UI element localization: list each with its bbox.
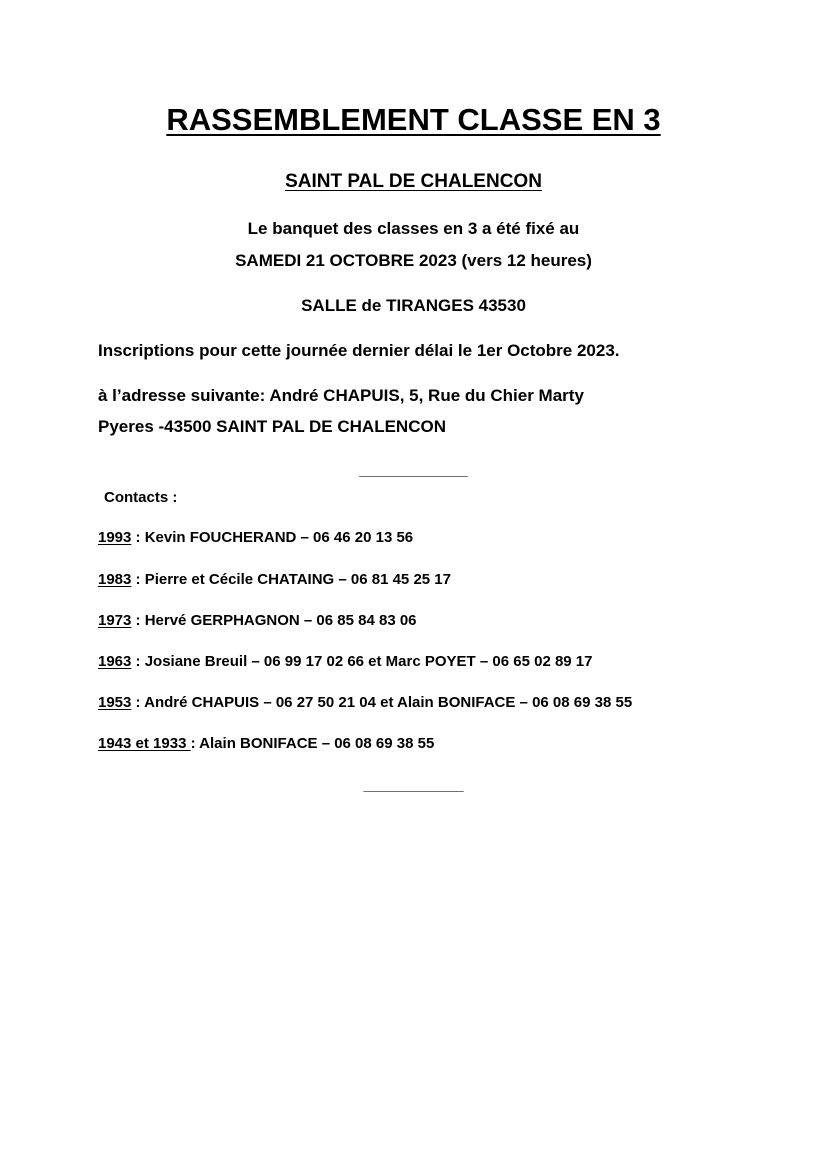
contact-details: : Josiane Breuil – 06 99 17 02 66 et Marc POYET – 06 65 02 89 17 bbox=[131, 653, 593, 670]
contact-details: : Pierre et Cécile CHATAING – 06 81 45 25 17 bbox=[131, 571, 451, 588]
separator-top: _____________ bbox=[359, 462, 468, 479]
contact-details: : André CHAPUIS – 06 27 50 21 04 et Alain BONIFACE – 06 08 69 38 55 bbox=[131, 694, 633, 711]
contact-details: : Kevin FOUCHERAND – 06 46 20 13 56 bbox=[131, 529, 414, 546]
contact-year: 1983 bbox=[98, 571, 132, 588]
separator-bottom: ____________ bbox=[363, 777, 464, 794]
announcement-line-1: Le banquet des classes en 3 a été fixé au bbox=[247, 219, 580, 238]
contact-details: : Hervé GERPHAGNON – 06 85 84 83 06 bbox=[131, 612, 417, 629]
contact-item bbox=[98, 529, 413, 546]
contact-details: : Alain BONIFACE – 06 08 69 38 55 bbox=[190, 735, 435, 752]
contact-year: 1963 bbox=[98, 653, 132, 670]
document-title: RASSEMBLEMENT CLASSE EN 3 bbox=[166, 102, 661, 137]
contacts-label: Contacts : bbox=[104, 489, 178, 506]
contact-year: 1943 et 1933 bbox=[98, 735, 191, 752]
contact-item bbox=[98, 694, 632, 711]
announcement-venue: SALLE de TIRANGES 43530 bbox=[301, 296, 526, 315]
contact-item bbox=[98, 653, 593, 670]
announcement-date: SAMEDI 21 OCTOBRE 2023 (vers 12 heures) bbox=[235, 251, 592, 270]
registration-deadline: Inscriptions pour cette journée dernier délai le 1er Octobre 2023. bbox=[98, 341, 620, 360]
contact-year: 1993 bbox=[98, 529, 132, 546]
contact-item bbox=[98, 571, 451, 588]
contact-year: 1973 bbox=[98, 612, 132, 629]
registration-address-line-2: Pyeres -43500 SAINT PAL DE CHALENCON bbox=[98, 417, 446, 436]
document-subtitle: SAINT PAL DE CHALENCON bbox=[285, 171, 542, 192]
contact-item bbox=[98, 735, 434, 752]
contact-year: 1953 bbox=[98, 694, 132, 711]
contact-item bbox=[98, 612, 417, 629]
registration-address-line-1: à l’adresse suivante: André CHAPUIS, 5, Rue du Chier Marty bbox=[98, 386, 584, 405]
